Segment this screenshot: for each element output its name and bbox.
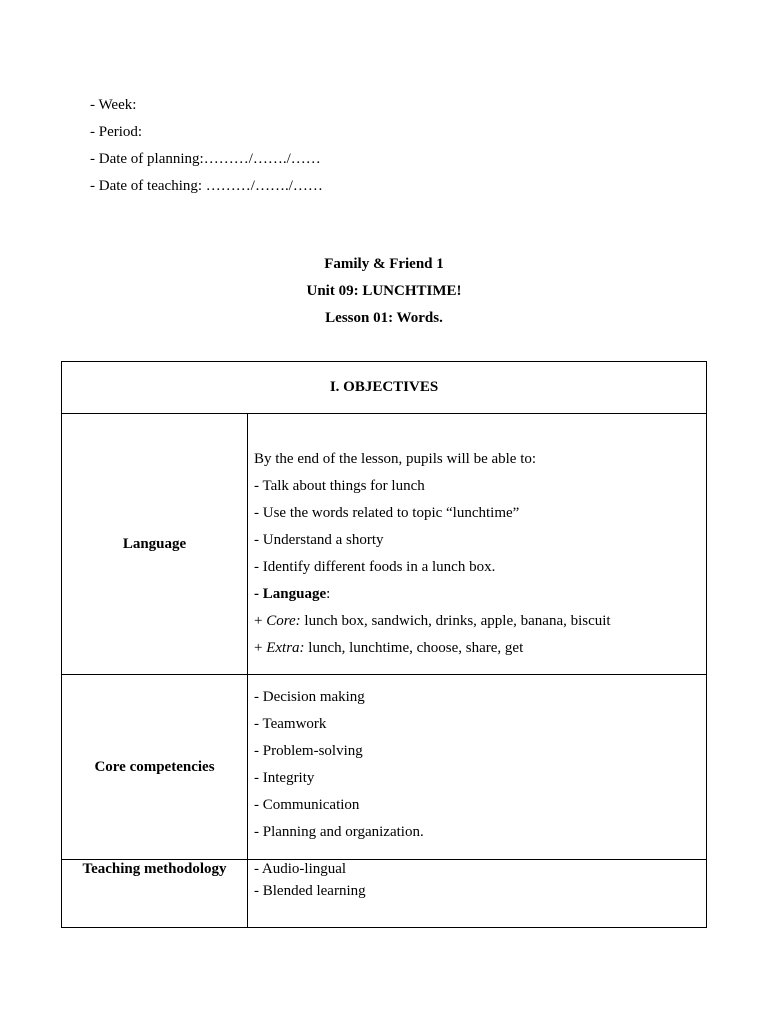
- competency-item: - Decision making: [254, 689, 365, 705]
- date-of-teaching-line: - Date of teaching: ………/……./……: [90, 178, 323, 194]
- unit-title: Unit 09: LUNCHTIME!: [306, 283, 462, 299]
- language-label: Language: [62, 414, 248, 675]
- week-line: - Week:: [90, 97, 137, 113]
- language-heading-colon: :: [326, 586, 331, 602]
- competency-item: - Teamwork: [254, 716, 327, 732]
- extra-vocab-words: lunch, lunchtime, choose, share, get: [304, 640, 524, 656]
- language-item: - Use the words related to topic “lunchtime”: [254, 505, 520, 521]
- language-item: - Identify different foods in a lunch box.: [254, 559, 496, 575]
- period-line: - Period:: [90, 124, 143, 140]
- core-vocab-line: [254, 608, 702, 635]
- core-vocab-prefix: +: [254, 613, 267, 629]
- language-item: - Understand a shorty: [254, 532, 384, 548]
- competency-item: - Planning and organization.: [254, 824, 424, 840]
- objectives-header: I. OBJECTIVES: [62, 362, 707, 414]
- extra-vocab-label: Extra:: [266, 640, 305, 656]
- language-heading-prefix: -: [254, 586, 263, 602]
- core-vocab-label: Core:: [266, 613, 301, 629]
- methodology-item: - Audio-lingual: [254, 861, 347, 877]
- competency-item: - Communication: [254, 797, 360, 813]
- competency-item: - Integrity: [254, 770, 315, 786]
- date-of-planning-line: - Date of planning:………/……./……: [90, 151, 321, 167]
- teaching-methodology-label: [62, 860, 248, 928]
- extra-vocab-line: [254, 635, 702, 662]
- lesson-headings: [0, 251, 768, 332]
- language-item: - Talk about things for lunch: [254, 478, 425, 494]
- objectives-table: [61, 361, 707, 928]
- extra-vocab-prefix: +: [254, 640, 267, 656]
- lesson-meta-list: [90, 92, 323, 200]
- methodology-item: - Blended learning: [254, 883, 366, 899]
- core-competencies-content: [248, 675, 707, 860]
- language-content: [248, 414, 707, 675]
- language-intro: By the end of the lesson, pupils will be able to:: [254, 451, 537, 467]
- book-title: Family & Friend 1: [324, 256, 444, 272]
- language-heading-line: [254, 581, 702, 608]
- lesson-title: Lesson 01: Words.: [325, 310, 443, 326]
- core-competencies-label: Core competencies: [62, 675, 248, 860]
- competency-item: - Problem-solving: [254, 743, 363, 759]
- teaching-methodology-label-text: Teaching methodology: [82, 861, 227, 877]
- teaching-methodology-content: [248, 860, 707, 928]
- core-vocab-words: lunch box, sandwich, drinks, apple, banana, biscuit: [300, 613, 611, 629]
- language-heading: Language: [262, 586, 327, 602]
